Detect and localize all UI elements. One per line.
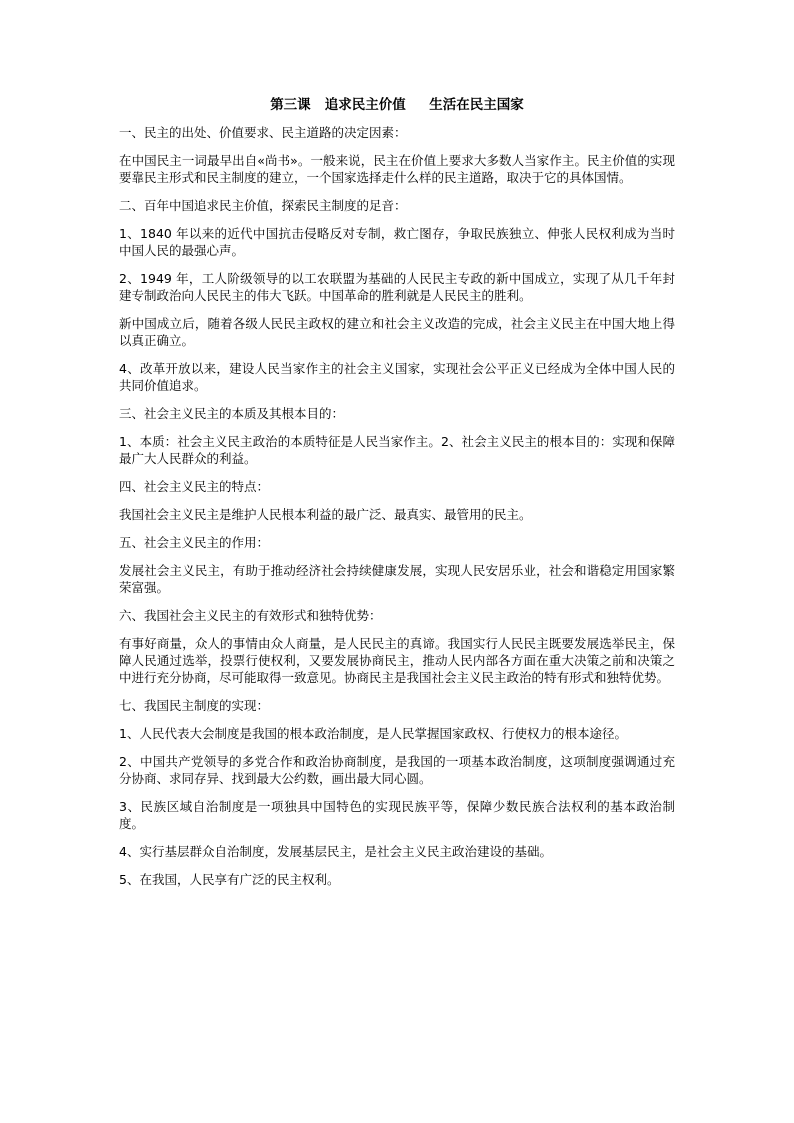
- section-heading-2: 二、百年中国追求民主价值，探索民主制度的足音：: [119, 198, 407, 213]
- paragraph: 有事好商量，众人的事情由众人商量，是人民民主的真谛。我国实行人民民主既要发展选举民主，保障人民通过选举，投票行使权利，又要发展协商民主，推动人民内部各方面在重大决策之前和决策之中进行充分协商，尽可能取得一致意见。协商民主是我国社会主义民主政治的特有形式和独特优势。: [119, 636, 675, 685]
- paragraph: 发展社会主义民主，有助于推动经济社会持续健康发展，实现人民安居乐业，社会和谐稳定用国家繁荣富强。: [119, 563, 675, 595]
- section-heading-3: 三、社会主义民主的本质及其根本目的：: [119, 406, 345, 421]
- paragraph: 我国社会主义民主是维护人民根本利益的最广泛、最真实、最管用的民主。: [119, 507, 532, 522]
- paragraph: 1、人民代表大会制度是我国的根本政治制度，是人民掌握国家政权、行使权力的根本途径。: [119, 726, 627, 741]
- section-heading-5: 五、社会主义民主的作用：: [119, 535, 270, 550]
- paragraph: 5、在我国，人民享有广泛的民主权利。: [119, 872, 340, 887]
- section-heading-6: 六、我国社会主义民主的有效形式和独特优势：: [119, 608, 382, 623]
- paragraph: 1、本质：社会主义民主政治的本质特征是人民当家作主。2、社会主义民主的根本目的：实现和保障最广大人民群众的利益。: [119, 434, 675, 466]
- section-heading-1: 一、民主的出处、价值要求、民主道路的决定因素：: [119, 125, 407, 140]
- section-heading-7: 七、我国民主制度的实现：: [119, 698, 270, 713]
- paragraph: 2、中国共产党领导的多党合作和政治协商制度，是我国的一项基本政治制度，这项制度强调通过充分协商、求同存异、找到最大公约数，画出最大同心圆。: [119, 754, 675, 786]
- document-title: 第三课 追求民主价值 生活在民主国家: [270, 97, 524, 113]
- section-heading-4: 四、社会主义民主的特点：: [119, 479, 270, 494]
- paragraph: 新中国成立后，随着各级人民民主政权的建立和社会主义改造的完成，社会主义民主在中国大地上得以真正确立。: [119, 316, 675, 348]
- paragraph: 4、实行基层群众自治制度，发展基层民主，是社会主义民主政治建设的基础。: [119, 844, 552, 859]
- paragraph: 3、民族区域自治制度是一项独具中国特色的实现民族平等，保障少数民族合法权利的基本政治制度。: [119, 799, 675, 831]
- paragraph: 2、1949 年，工人阶级领导的以工农联盟为基础的人民民主专政的新中国成立，实现了从几千年封建专制政治向人民民主的伟大飞跃。中国革命的胜利就是人民民主的胜利。: [119, 271, 675, 303]
- paragraph: 在中国民主一词最早出自«尚书»。一般来说，民主在价值上要求大多数人当家作主。民主价值的实现要靠民主形式和民主制度的建立，一个国家选择走什么样的民主道路，取决于它的具体国情。: [119, 153, 675, 185]
- paragraph: 1、1840 年以来的近代中国抗击侵略反对专制，救亡图存，争取民族独立、伸张人民权利成为当时中国人民的最强心声。: [119, 226, 675, 258]
- paragraph: 4、改革开放以来，建设人民当家作主的社会主义国家，实现社会公平正义已经成为全体中国人民的共同价值追求。: [119, 361, 675, 393]
- document-page: [119, 96, 675, 899]
